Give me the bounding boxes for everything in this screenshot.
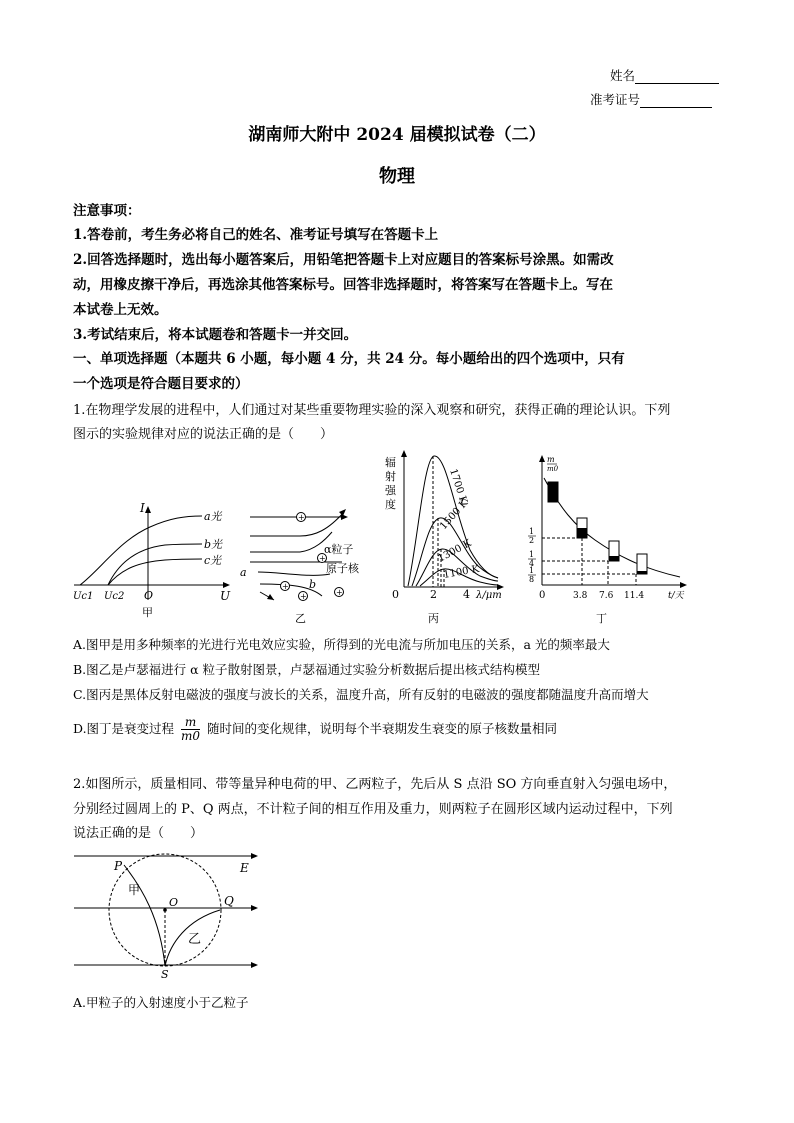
note-item-1: 1.答卷前，考生务必将自己的姓名、准考证号填写在答题卡上 [73, 227, 439, 243]
svg-text:+: + [319, 554, 326, 563]
note-item-2-line-3: 本试卷上无效。 [73, 302, 168, 318]
q2-label-yi: 乙 [188, 932, 202, 947]
ding-y-tick-quarter-num: 1 [529, 550, 535, 559]
section-1-line-1: 一、单项选择题（本题共 6 小题，每小题 4 分，共 24 分。每小题给出的四个选项中，只有 [73, 351, 625, 367]
id-blank [640, 93, 712, 108]
q2-stem-line-1: 2.如图所示，质量相同、带等量异种电荷的甲、乙两粒子，先后从 S 点沿 SO 方向垂直射入匀强电场中， [73, 777, 677, 792]
figure-jia [70, 500, 235, 625]
svg-text:+: + [300, 592, 307, 601]
figure-ding [520, 450, 690, 625]
q2-stem-line-3: 说法正确的是（ ） [73, 826, 204, 841]
yi-label-a: a [240, 566, 247, 579]
ding-x-tick-3: 11.4 [624, 591, 645, 601]
ding-y-tick-eighth-den: 8 [529, 575, 535, 584]
yi-label-b: b [309, 578, 317, 591]
id-label: 准考证号 [590, 92, 641, 107]
curve-a [80, 516, 202, 585]
q2-label-Q: Q [224, 894, 234, 908]
q1-stem-line-2: 图示的实验规律对应的说法正确的是（ ） [73, 427, 334, 442]
note-item-2-line-2: 动，用橡皮擦干净后，再选涂其他答案标号。回答非选择题时，将答案写在答题卡上。写在 [73, 277, 613, 293]
sample-box-1 [548, 482, 558, 502]
bing-y-char-3: 强 [385, 484, 396, 497]
note-item-3: 3.考试结束后，将本试题卷和答题卡一并交回。 [73, 327, 358, 343]
svg-text:+: + [298, 513, 305, 522]
bing-x-tick-4: 4 [463, 588, 470, 601]
figure-bing [380, 450, 510, 625]
ding-x-label: t/天 [668, 591, 684, 601]
ding-y-tick-half-den: 2 [529, 536, 535, 545]
jia-y-label: I [140, 501, 145, 515]
bing-caption: 丙 [428, 612, 439, 625]
curve-1500k-label: 1500 K [438, 497, 471, 533]
svg-text:+: + [282, 582, 289, 591]
yi-alpha-label: α粒子 [324, 543, 354, 556]
ding-y-tick-quarter-den: 4 [529, 559, 535, 568]
decay-curve [544, 478, 680, 577]
q2-label-O: O [169, 896, 179, 909]
q1-stem-line-1: 1.在物理学发展的进程中，人们通过对某些重要物理实验的深入观察和研究，获得正确的理论认识。下列 [73, 403, 671, 418]
q1-option-d-pre: D.图丁是衰变过程 [73, 721, 175, 736]
q1-option-c: C.图丙是黑体反射电磁波的强度与波长的关系，温度升高，所有反射的电磁波的强度都随温度升高而增大 [73, 687, 649, 702]
bing-y-char-4: 度 [385, 498, 396, 511]
jia-x-label: U [220, 589, 231, 603]
bing-x-label: λ/μm [476, 590, 502, 601]
ding-y-tick-half-num: 1 [529, 527, 535, 536]
q1-option-d-post: 随时间的变化规律，说明每个半衰期发生衰变的原子核数量相同 [207, 721, 558, 736]
curve-a-label: a光 [204, 510, 222, 523]
section-1-line-2: 一个选项是符合题目要求的） [73, 376, 249, 392]
mass-ratio-fraction [181, 716, 200, 743]
notes-heading: 注意事项： [73, 203, 141, 219]
subject-title: 物理 [379, 166, 415, 187]
trajectory-jia [124, 865, 165, 966]
jia-uc2: Uc2 [104, 591, 125, 602]
q1-option-a: A.图甲是用多种频率的光进行光电效应实验，所得到的光电流与所加电压的关系，a 光的频率最大 [73, 637, 610, 652]
q2-stem-line-2: 分别经过圆周上的 P、Q 两点，不计粒子间的相互作用及重力，则两粒子在圆形区域内运动过程中，下列 [73, 802, 673, 817]
name-field [610, 66, 719, 84]
q2-label-jia: 甲 [128, 883, 141, 897]
figure-yi [240, 500, 380, 625]
bing-y-char-2: 射 [385, 470, 396, 483]
ding-origin: 0 [539, 590, 546, 601]
curve-c-label: c光 [204, 554, 222, 567]
bing-y-char-1: 辐 [385, 456, 396, 469]
id-field [590, 90, 712, 108]
jia-origin: O [144, 589, 154, 602]
figure-q2-field [72, 848, 267, 983]
name-label: 姓名 [610, 68, 636, 83]
ding-y-den: m0 [547, 465, 559, 473]
ding-y-num: m [547, 455, 555, 464]
jia-uc1: Uc1 [73, 591, 94, 602]
ding-caption: 丁 [596, 612, 607, 625]
name-blank [635, 69, 719, 84]
exam-title: 湖南师大附中 2024 届模拟试卷（二） [248, 125, 546, 145]
ding-x-tick-1: 3.8 [573, 591, 588, 601]
curve-1300k-label: 1300 K [436, 537, 474, 565]
bing-x-tick-2: 2 [430, 588, 437, 601]
jia-caption: 甲 [142, 606, 153, 619]
svg-text:+: + [336, 588, 343, 597]
q1-option-d [73, 716, 557, 743]
bing-origin: 0 [392, 588, 399, 601]
q1-option-b: B.图乙是卢瑟福进行 α 粒子散射图景，卢瑟福通过实验分析数据后提出核式结构模型 [73, 662, 541, 677]
curve-b [108, 544, 202, 585]
curve-1100k-label: 1100 K [442, 563, 481, 581]
note-item-2-line-1: 2.回答选择题时，选出每小题答案后，用铅笔把答题卡上对应题目的答案标号涂黑。如需改 [73, 252, 614, 268]
q2-label-E: E [240, 861, 249, 875]
curve-1700k-label: 1700 K [447, 467, 469, 506]
yi-nucleus-label: 原子核 [326, 562, 359, 575]
ding-x-tick-2: 7.6 [599, 591, 614, 601]
curve-c [108, 559, 202, 585]
q2-label-P: P [114, 859, 123, 873]
q2-label-S: S [161, 968, 169, 981]
q2-option-a: A.甲粒子的入射速度小于乙粒子 [73, 995, 249, 1010]
ding-y-tick-eighth-num: 1 [529, 566, 535, 575]
curve-b-label: b光 [204, 538, 223, 551]
yi-caption: 乙 [295, 612, 306, 625]
mass-ratio-den: m0 [181, 729, 201, 743]
mass-ratio-num: m [181, 716, 200, 730]
